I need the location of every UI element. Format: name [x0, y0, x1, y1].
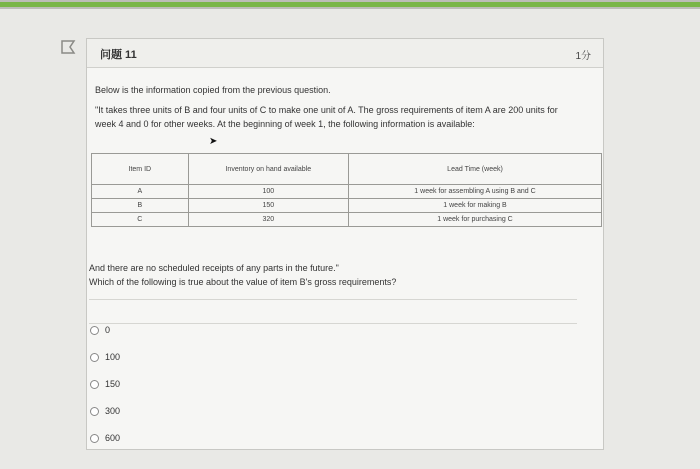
- mouse-cursor-icon: ➤: [209, 136, 218, 147]
- table-row: [92, 185, 602, 199]
- question-after-table: And there are no scheduled receipts of any parts in the future.": [89, 263, 339, 273]
- question-intro: Below is the information copied from the previous question.: [95, 85, 331, 95]
- cell-lead-time: 1 week for purchasing C: [349, 213, 602, 227]
- column-header-lead-time: Lead Time (week): [349, 154, 602, 185]
- radio-button[interactable]: [90, 326, 99, 335]
- radio-button[interactable]: [90, 407, 99, 416]
- answer-option-label: 150: [105, 379, 121, 389]
- table-row: [92, 213, 602, 227]
- flag-icon[interactable]: [60, 40, 76, 54]
- inventory-table: [91, 153, 602, 227]
- answer-option-label: 0: [105, 325, 111, 335]
- divider: [89, 299, 577, 300]
- answer-option[interactable]: [90, 406, 120, 416]
- divider: [89, 323, 577, 324]
- cell-inventory: 320: [188, 213, 348, 227]
- question-prompt: Which of the following is true about the value of item B's gross requirements?: [89, 277, 397, 287]
- table-row: [92, 199, 602, 213]
- question-points: 1分: [575, 51, 591, 62]
- cell-inventory: 100: [188, 185, 348, 199]
- answer-option[interactable]: [90, 325, 110, 335]
- radio-button[interactable]: [90, 353, 99, 362]
- answer-option[interactable]: [90, 379, 120, 389]
- column-header-item-id: Item ID: [92, 154, 189, 185]
- cell-item-id: B: [92, 199, 189, 213]
- answer-option[interactable]: [90, 352, 120, 362]
- column-header-inventory: Inventory on hand available: [188, 154, 348, 185]
- cell-lead-time: 1 week for making B: [349, 199, 602, 213]
- table-header-row: [92, 154, 602, 185]
- question-header: [87, 39, 603, 68]
- radio-button[interactable]: [90, 434, 99, 443]
- answer-option-label: 100: [105, 352, 121, 362]
- cell-lead-time: 1 week for assembling A using B and C: [349, 185, 602, 199]
- answer-option[interactable]: [90, 433, 120, 443]
- top-bar: [0, 0, 700, 9]
- cell-inventory: 150: [188, 199, 348, 213]
- question-card: [86, 38, 604, 450]
- cell-item-id: C: [92, 213, 189, 227]
- answer-option-label: 300: [105, 406, 121, 416]
- question-quote: "It takes three units of B and four units of C to make one unit of A. The gross requirements of item A are 200 units for week 4 and 0 for other weeks. At the beginning of week 1, the following information is available:: [95, 105, 558, 129]
- answer-option-label: 600: [105, 433, 121, 443]
- question-title: 问题 11: [100, 49, 137, 61]
- cell-item-id: A: [92, 185, 189, 199]
- top-accent-bar: [0, 2, 700, 7]
- radio-button[interactable]: [90, 380, 99, 389]
